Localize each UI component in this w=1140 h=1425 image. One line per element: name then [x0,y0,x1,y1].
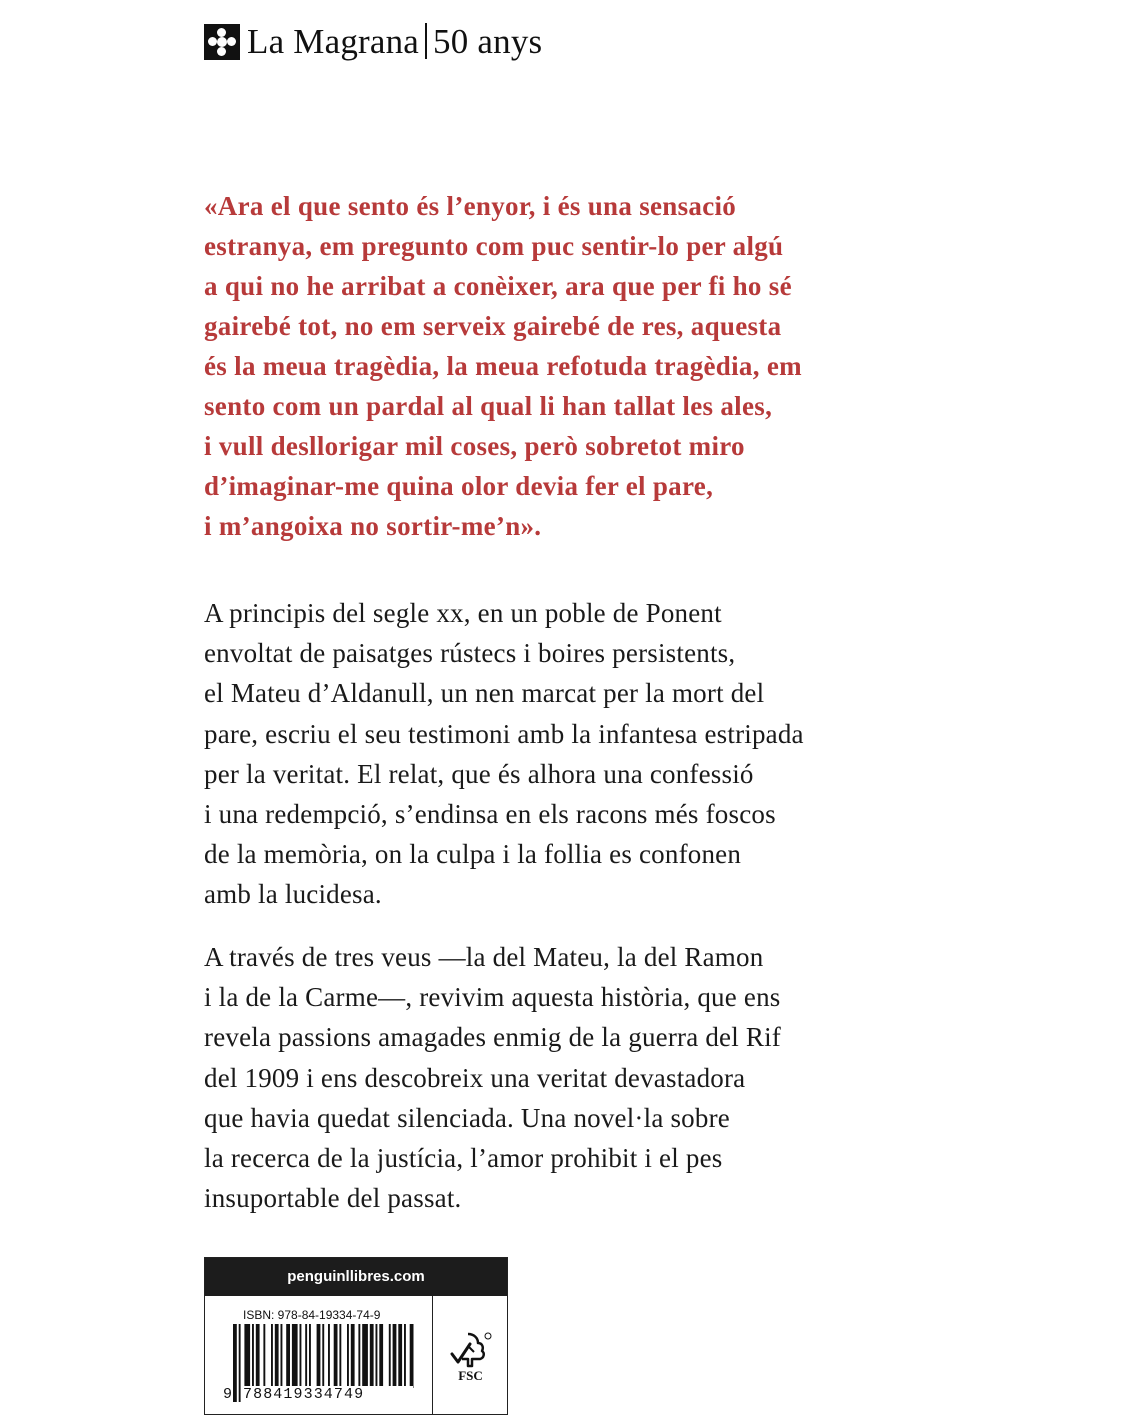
publisher-name: La Magrana [247,22,420,61]
quote-line: i vull desllorigar mil coses, però sobretot miro [204,431,745,461]
barcode-bar [339,1324,341,1388]
quote-line: és la meua tragèdia, la meua refotuda tragèdia, em [204,351,802,381]
paragraph-line: envoltat de paisatges rústecs i boires persistents, [204,638,736,669]
paragraph-line: de la memòria, on la culpa i la follia es confonen [204,839,742,870]
barcode-bar [317,1324,321,1388]
isbn-barcode [205,1296,433,1414]
anniversary-label: 50 anys [433,22,543,61]
barcode-bar [252,1324,254,1388]
paragraph-line: revela passions amagades enmig de la guerra del Rif [204,1022,781,1053]
barcode-bar [305,1324,307,1388]
paragraph-line: insuportable del passat. [204,1183,462,1214]
barcode-bar [309,1324,311,1388]
barcode-digits: 788419334749 [243,1386,413,1403]
pomegranate-seeds-icon [204,24,240,60]
barcode-bar [398,1324,402,1388]
paragraph-line: la recerca de la justícia, l’amor prohibit i el pes [204,1143,723,1174]
publisher-header [204,20,542,64]
publisher-website: penguinllibres.com [205,1258,507,1296]
barcode-bar [281,1324,283,1388]
synopsis-paragraph-1 [204,593,924,915]
barcode-box [204,1257,508,1415]
barcode-bar [376,1324,378,1388]
barcode-bar [347,1324,349,1388]
paragraph-line: el Mateu d’Aldanull, un nen marcat per la mort del [204,678,765,709]
barcode-bar [404,1324,406,1388]
barcode-bar [244,1324,250,1388]
fsc-label: FSC [458,1368,483,1383]
quote-line: a qui no he arribat a conèixer, ara que per fi ho sé [204,271,792,301]
barcode-bar [233,1324,237,1402]
quote-line: «Ara el que sento és l’enyor, i és una sensació [204,191,737,221]
paragraph-line: del 1909 i ens descobreix una veritat devastadora [204,1062,746,1093]
publisher-logo-text [247,22,542,62]
barcode-bar [351,1324,355,1388]
paragraph-line: A través de tres veus —la del Mateu, la del Ramon [204,942,764,972]
barcode-bar [275,1324,279,1388]
paragraph-line: amb la lucidesa. [204,879,382,910]
quote-line: sento com un pardal al qual li han tallat les ales, [204,391,773,421]
barcode-bar [286,1324,290,1388]
barcode-bar [379,1324,383,1388]
barcode-area [205,1296,507,1414]
paragraph-line: pare, escriu el seu testimoni amb la infantesa estripada [204,718,804,749]
isbn-label: ISBN: 978-84-19334-74-9 [243,1308,381,1322]
logo-separator [425,23,427,59]
barcode-bar [256,1324,260,1388]
barcode-bar [410,1324,414,1388]
barcode-bar [300,1324,302,1388]
barcode-bar [393,1324,397,1388]
quote-line: estranya, em pregunto com puc sentir-lo per algú [204,231,784,261]
paragraph-line: A principis del segle xx, en un poble de Ponent [204,598,722,628]
barcode-bar [271,1324,273,1388]
barcode-first-digit: 9 [223,1386,233,1403]
barcode-bar [370,1324,374,1388]
fsc-certification [434,1296,507,1414]
fsc-tree-check-icon [444,1330,500,1370]
paragraph-line: que havia quedat silenciada. Una novel·la sobre [204,1102,730,1133]
quote-line: gairebé tot, no em serveix gairebé de res, aquesta [204,311,782,341]
barcode-bar [292,1324,298,1388]
barcode-bar [389,1324,391,1388]
synopsis-paragraph-2 [204,937,924,1218]
pull-quote [204,186,924,546]
paragraph-line: per la veritat. El relat, que és alhora una confessió [204,758,754,789]
quote-line: d’imaginar-me quina olor devia fer el pare, [204,471,714,501]
barcode-bar [362,1324,368,1388]
paragraph-line: i una redempció, s’endinsa en els racons més foscos [204,799,776,830]
barcode-bar [322,1324,324,1388]
barcode-bar [239,1324,241,1402]
quote-line: i m’angoixa no sortir-me’n». [204,511,542,541]
barcode-bar [358,1324,360,1388]
barcode-bar [263,1324,265,1388]
paragraph-line: i la de la Carme—, revivim aquesta història, que ens [204,982,781,1013]
